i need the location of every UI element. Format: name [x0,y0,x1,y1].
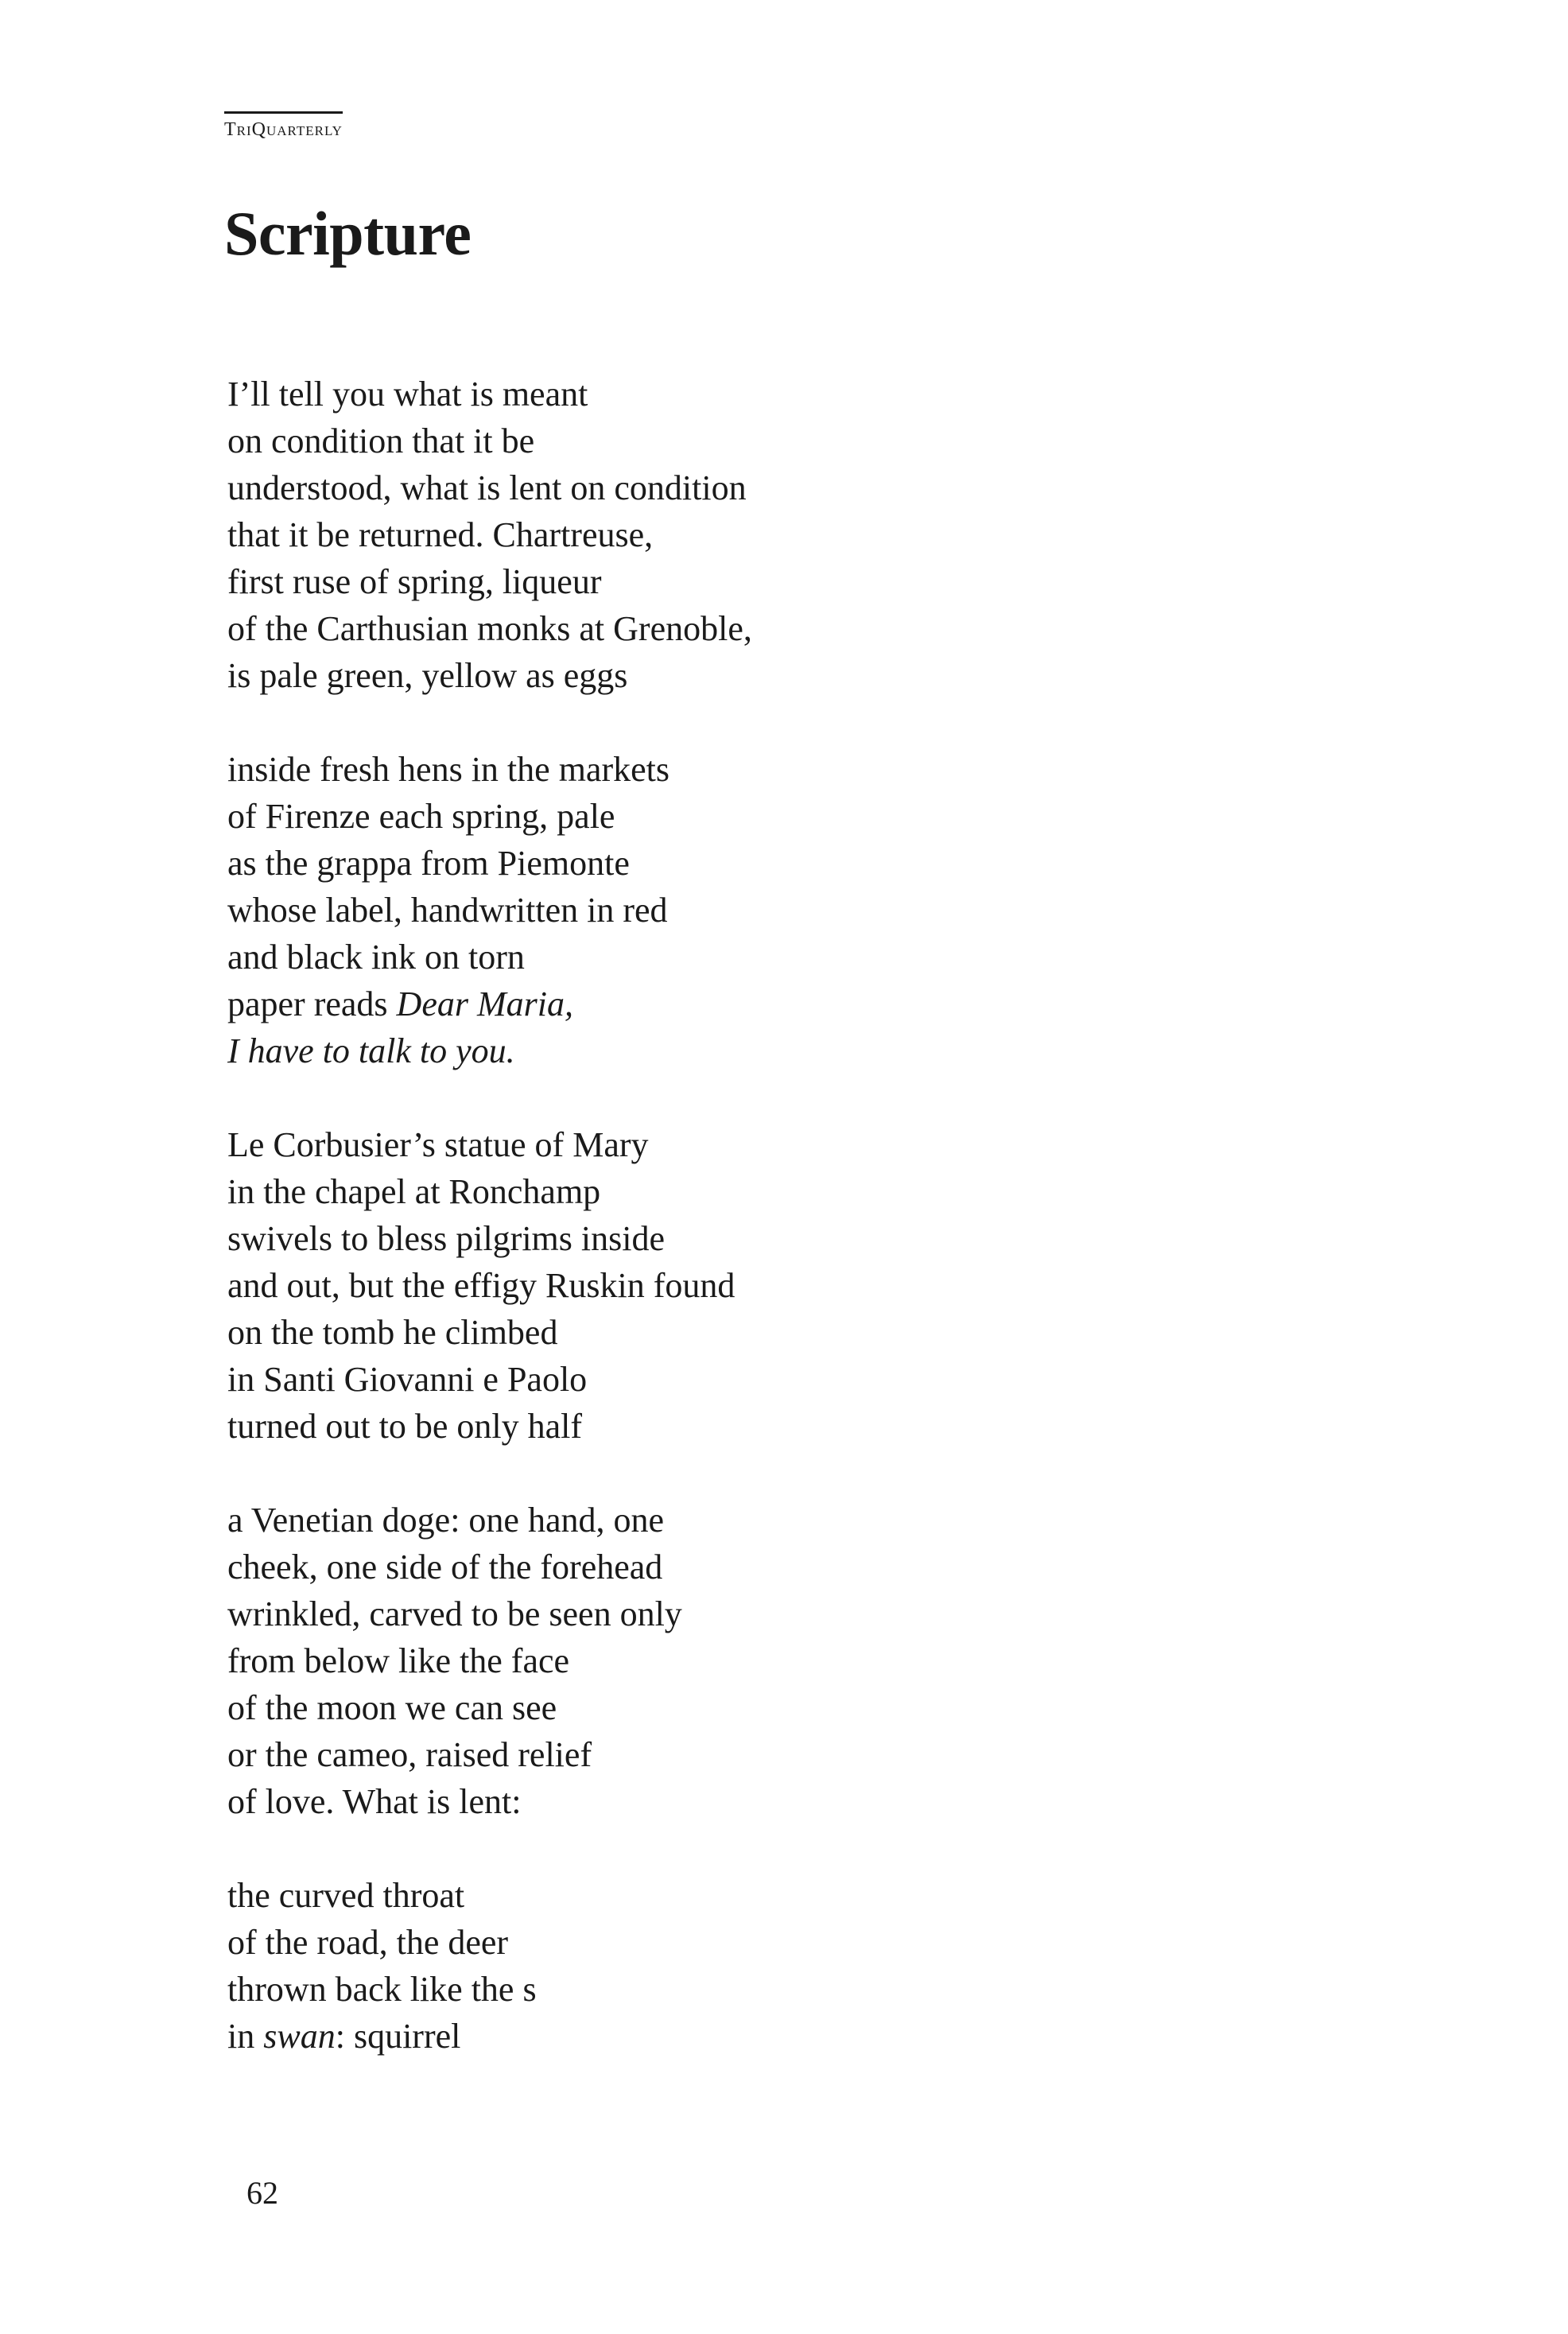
poem-line: of love. What is lent: [227,1782,522,1821]
poem-line: cheek, one side of the forehead [227,1548,663,1586]
poem-line: I’ll tell you what is meant [227,375,588,414]
poem-line: on the tomb he climbed [227,1313,558,1352]
poem-line: of Firenze each spring, pale [227,797,615,836]
poem-line: thrown back like the s [227,1970,537,2009]
poem-line [227,1027,1420,1074]
italic-text: swan [263,2017,336,2056]
poem-line: that it be returned. Chartreuse, [227,515,654,554]
stanza-5 [227,1872,1420,2060]
poem-line: understood, what is lent on condition [227,468,747,507]
poem-line: a Venetian doge: one hand, one [227,1501,665,1540]
stanza-3 [227,1121,1420,1450]
poem-line [227,981,1420,1027]
stanza-1 [227,371,1420,699]
italic-text: Dear Maria, [396,984,573,1023]
poem-line: and out, but the effigy Ruskin found [227,1266,735,1305]
poem-line: of the road, the deer [227,1923,509,1962]
stanza-2 [227,746,1420,1074]
poem-line: of the moon we can see [227,1688,557,1727]
poem-line: the curved throat [227,1876,465,1915]
poem-line: as the grappa from Piemonte [227,844,630,883]
line-text: in [227,2017,264,2056]
poem-line: is pale green, yellow as eggs [227,656,628,695]
poem-line: swivels to bless pilgrims inside [227,1219,665,1258]
poem-line: wrinkled, carved to be seen only [227,1594,682,1633]
poem-line: of the Carthusian monks at Grenoble, [227,609,752,648]
poem-line: or the cameo, raised relief [227,1735,592,1774]
stanza-4 [227,1497,1420,1825]
line-text: : squirrel [335,2017,461,2056]
poem-line: first ruse of spring, liqueur [227,562,602,601]
poem-line: in Santi Giovanni e Paolo [227,1360,588,1399]
poem-line: inside fresh hens in the markets [227,750,670,789]
poem-line [227,2013,1420,2060]
poem-line: whose label, handwritten in red [227,891,668,930]
poem-title: Scripture [224,199,472,268]
poem-line: in the chapel at Ronchamp [227,1172,601,1211]
poem-line: from below like the face [227,1641,570,1680]
poem-line: and black ink on torn [227,938,525,977]
page-number: 62 [246,2175,278,2211]
italic-text: I have to talk to you. [227,1031,515,1070]
poem-line: on condition that it be [227,421,535,460]
poem-body [227,371,1420,2060]
poem-line: Le Corbusier’s statue of Mary [227,1125,649,1164]
line-text: paper reads [227,984,397,1023]
running-head: TriQuarterly [224,111,343,139]
poem-line: turned out to be only half [227,1407,583,1446]
